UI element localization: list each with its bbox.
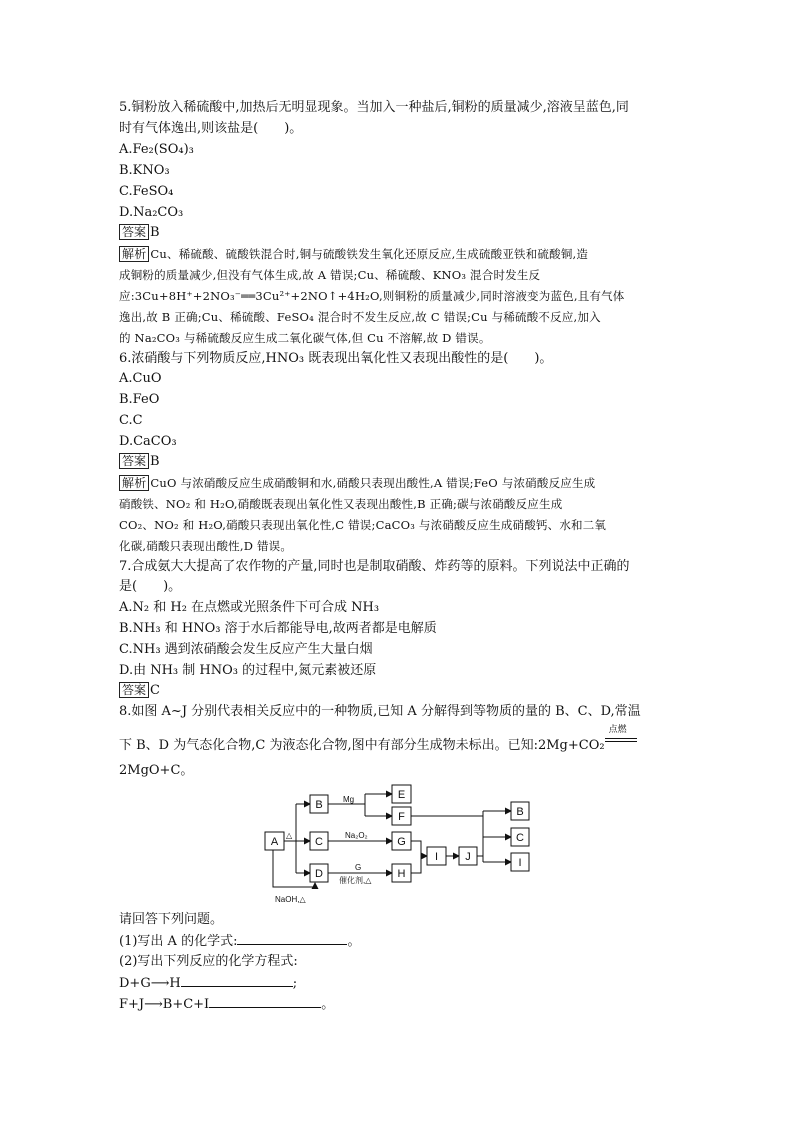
q7-answer: C: [150, 683, 160, 698]
eq1-end: ;: [292, 976, 298, 991]
node-b: B: [315, 799, 323, 811]
node-j: J: [465, 851, 471, 863]
q6-explanation-line2: 硝酸铁、NO₂ 和 H₂O,硝酸既表现出氧化性又表现出酸性,B 正确;碳与浓硝酸反应生成: [119, 497, 563, 511]
ignite-arrow: [605, 725, 637, 749]
eq1-left: D+G: [119, 976, 151, 991]
q5-stem-line1: 5.铜粉放入稀硫酸中,加热后无明显现象。当加入一种盐后,铜粉的质量减少,溶液呈蓝色,同: [119, 100, 629, 115]
na2o2-label: Na₂O₂: [345, 831, 368, 840]
q6-explanation-line4: 化碳,硝酸只表现出酸性,D 错误。: [119, 539, 293, 553]
q7-stem-line2: 是( )。: [119, 579, 182, 594]
q8-sub1: [119, 932, 360, 951]
q5-explanation-text1: Cu、稀硫酸、硫酸铁混合时,铜与硫酸铁发生氧化还原反应,生成硫酸亚铁和硫酸铜,造: [150, 247, 589, 261]
node-e: E: [397, 789, 406, 801]
node-i-product: I: [518, 857, 522, 869]
q5-option-b: B.KNO₃: [119, 163, 170, 178]
q8-sub1-text: (1)写出 A 的化学式:: [119, 934, 238, 949]
q8-stem-line2: [119, 725, 637, 755]
explanation-tag: 解析: [119, 475, 149, 491]
q5-explanation-line3: 应:3Cu+8H⁺+2NO₃⁻══3Cu²⁺+2NO↑+4H₂O,则铜粉的质量减少,同时溶液变为蓝色,且有气体: [119, 289, 625, 303]
node-c: C: [315, 836, 323, 848]
node-d: D: [315, 868, 323, 880]
answer-tag: 答案: [119, 453, 149, 469]
q8-sub1-end: 。: [347, 934, 361, 949]
q6-explanation-line1: [119, 474, 595, 492]
reaction-flow-diagram: [255, 782, 545, 910]
q8-equation1: [119, 974, 297, 993]
q5-option-d: D.Na₂CO₃: [119, 205, 184, 220]
q5-explanation-line4: 逸出,故 B 正确;Cu、稀硫酸、FeSO₄ 混合时不发生反应,故 C 错误;Cu 与稀硫酸不反应,加入: [119, 310, 601, 324]
answer-blank-equation2[interactable]: [209, 995, 321, 1008]
eq2-right: B+C+I: [162, 997, 210, 1012]
node-h: H: [397, 868, 406, 880]
eq2-end: 。: [321, 997, 335, 1012]
q5-answer: B: [150, 225, 160, 240]
node-g: G: [397, 836, 406, 848]
eq1-right: H: [169, 976, 181, 991]
q6-option-a: A.CuO: [119, 371, 162, 386]
q7-option-c: C.NH₃ 遇到浓硝酸会发生反应产生大量白烟: [119, 642, 373, 657]
q8-stem-line1: 8.如图 A~J 分别代表相关反应中的一种物质,已知 A 分解得到等物质的量的 B、C、D,常温: [119, 704, 641, 719]
q5-answer-row: [119, 224, 160, 242]
q6-stem: 6.浓硝酸与下列物质反应,HNO₃ 既表现出氧化性又表现出酸性的是( )。: [119, 351, 553, 366]
q7-option-d: D.由 NH₃ 制 HNO₃ 的过程中,氮元素被还原: [119, 663, 377, 678]
q6-option-c: C.C: [119, 413, 143, 428]
q6-option-d: D.CaCO₃: [119, 434, 177, 449]
q6-option-b: B.FeO: [119, 392, 160, 407]
g-reagent-label: G: [355, 863, 362, 872]
q8-sub2: (2)写出下列反应的化学方程式:: [119, 954, 298, 969]
ignite-condition: 点燃: [608, 725, 627, 735]
q5-explanation-line1: [119, 245, 588, 263]
node-a: A: [270, 836, 279, 848]
q8-prompt: 请回答下列问题。: [119, 912, 224, 927]
node-b-product: B: [516, 806, 524, 818]
q7-answer-row: [119, 682, 160, 700]
answer-blank-equation1[interactable]: [181, 974, 293, 987]
q8-stem-line3: 2MgO+C。: [119, 763, 194, 778]
explanation-tag: 解析: [119, 246, 149, 262]
q5-stem-line2: 时有气体逸出,则该盐是( )。: [119, 121, 303, 136]
right-arrow-icon: ⟶: [144, 997, 163, 1012]
catalyst-label: 催化剂,△: [339, 876, 372, 885]
q7-option-a: A.N₂ 和 H₂ 在点燃或光照条件下可合成 NH₃: [119, 600, 380, 615]
node-i: I: [434, 851, 439, 863]
heat-label: △: [286, 831, 293, 840]
node-f: F: [398, 811, 405, 823]
q5-explanation-line2: 成铜粉的质量减少,但没有气体生成,故 A 错误;Cu、稀硫酸、KNO₃ 混合时发生反: [119, 268, 541, 282]
node-c-product: C: [516, 832, 524, 844]
mg-label: Mg: [343, 795, 355, 804]
q7-stem-line1: 7.合成氨大大提高了农作物的产量,同时也是制取硝酸、炸药等的原料。下列说法中正确的: [119, 559, 630, 574]
q7-option-b: B.NH₃ 和 HNO₃ 溶于水后都能导电,故两者都是电解质: [119, 621, 437, 636]
q6-explanation-line3: CO₂、NO₂ 和 H₂O,硝酸只表现出氧化性,C 错误;CaCO₃ 与浓硝酸反应生成硝酸钙、水和二氧: [119, 518, 607, 532]
right-arrow-icon: ⟶: [150, 976, 170, 991]
q6-answer-row: [119, 453, 160, 471]
q8-stem-line2-text: 下 B、D 为气态化合物,C 为液态化合物,图中有部分生成物未标出。已知:2Mg+CO₂: [119, 738, 605, 753]
naoh-label: NaOH,△: [275, 895, 306, 904]
q6-answer: B: [150, 454, 160, 469]
answer-tag: 答案: [119, 682, 149, 698]
eq2-left: F+J: [119, 997, 145, 1012]
answer-tag: 答案: [119, 224, 149, 240]
q5-option-a: A.Fe₂(SO₄)₃: [119, 142, 194, 157]
q6-explanation-text1: CuO 与浓硝酸反应生成硝酸铜和水,硝酸只表现出酸性,A 错误;FeO 与浓硝酸反应生成: [150, 476, 596, 490]
q5-explanation-line5: 的 Na₂CO₃ 与稀硫酸反应生成二氧化碳气体,但 Cu 不溶解,故 D 错误。: [119, 331, 491, 345]
q5-option-c: C.FeSO₄: [119, 184, 174, 199]
answer-blank-formula[interactable]: [237, 932, 347, 945]
q8-equation2: [119, 995, 334, 1014]
